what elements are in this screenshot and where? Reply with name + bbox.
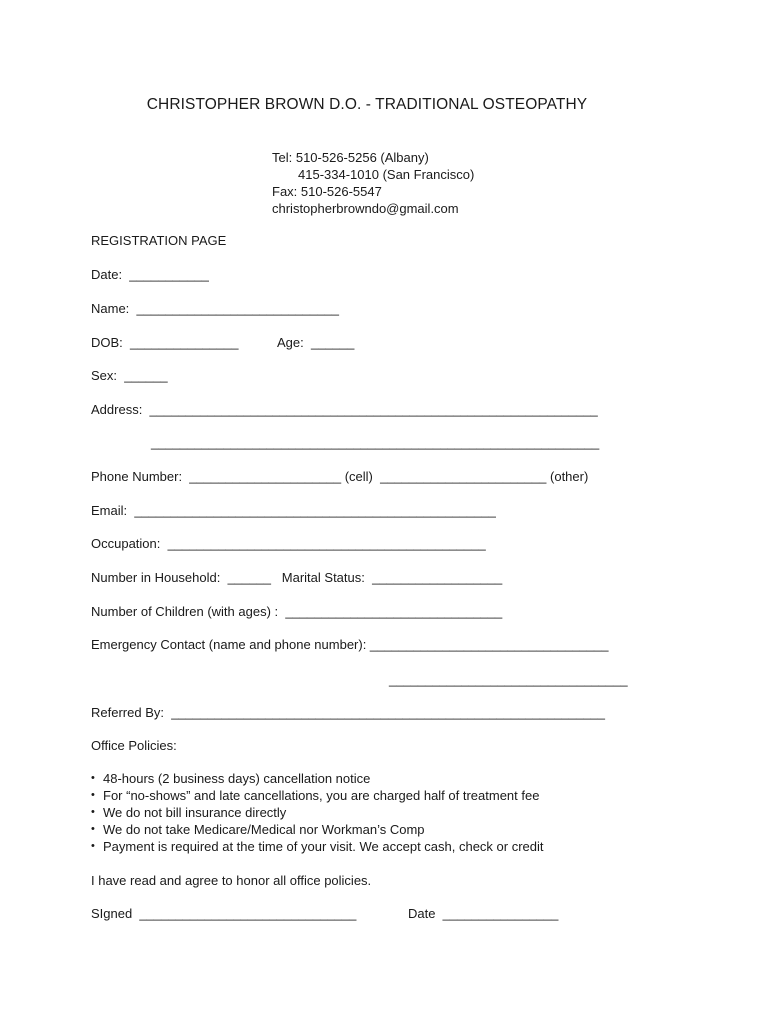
emergency-contact-line-2-field[interactable]: _________________________________	[389, 672, 628, 687]
policies-list	[91, 770, 544, 855]
list-item: • We do not take Medicare/Medical nor Workman’s Comp	[91, 821, 544, 838]
date-field[interactable]: Date: ___________	[91, 267, 209, 282]
address-line-2-field[interactable]: ______________________________________________________________	[151, 435, 600, 450]
occupation-field[interactable]: Occupation: ____________________________________________	[91, 536, 486, 551]
list-item: • 48-hours (2 business days) cancellation notice	[91, 770, 544, 787]
sex-field[interactable]: Sex: ______	[91, 368, 168, 383]
emergency-contact-field[interactable]: Emergency Contact (name and phone number): _________________________________	[91, 637, 609, 652]
telephone-albany: Tel: 510-526-5256 (Albany)	[272, 150, 429, 165]
email-field[interactable]: Email: __________________________________________________	[91, 503, 496, 518]
signature-date-field[interactable]: Date ________________	[408, 906, 559, 921]
list-item: • We do not bill insurance directly	[91, 804, 544, 821]
telephone-san-francisco: 415-334-1010 (San Francisco)	[298, 167, 475, 182]
address-field[interactable]: Address: ______________________________________________________________	[91, 402, 598, 417]
household-marital-field[interactable]: Number in Household: ______ Marital Status: __________________	[91, 570, 503, 585]
page-title: CHRISTOPHER BROWN D.O. - TRADITIONAL OSTEOPATHY	[146, 96, 588, 113]
signature-field[interactable]: SIgned ______________________________	[91, 906, 357, 921]
contact-block	[272, 149, 474, 217]
phone-number-field[interactable]: Phone Number: _____________________ (cell) _______________________ (other)	[91, 469, 589, 484]
agreement-statement: I have read and agree to honor all office policies.	[91, 873, 372, 888]
dob-field[interactable]: DOB: _______________	[91, 335, 239, 350]
office-policies-title: Office Policies:	[91, 738, 177, 753]
fax-number: Fax: 510-526-5547	[272, 184, 382, 199]
list-item: • Payment is required at the time of your visit. We accept cash, check or credit	[91, 838, 544, 855]
children-field[interactable]: Number of Children (with ages) : ______________________________	[91, 604, 503, 619]
contact-email: christopherbrowndo@gmail.com	[272, 201, 459, 216]
age-field[interactable]: Age: ______	[277, 335, 355, 350]
section-title: REGISTRATION PAGE	[91, 233, 227, 248]
list-item: • For “no-shows” and late cancellations, you are charged half of treatment fee	[91, 787, 544, 804]
name-field[interactable]: Name: ____________________________	[91, 301, 339, 316]
referred-by-field[interactable]: Referred By: ____________________________________________________________	[91, 705, 605, 720]
